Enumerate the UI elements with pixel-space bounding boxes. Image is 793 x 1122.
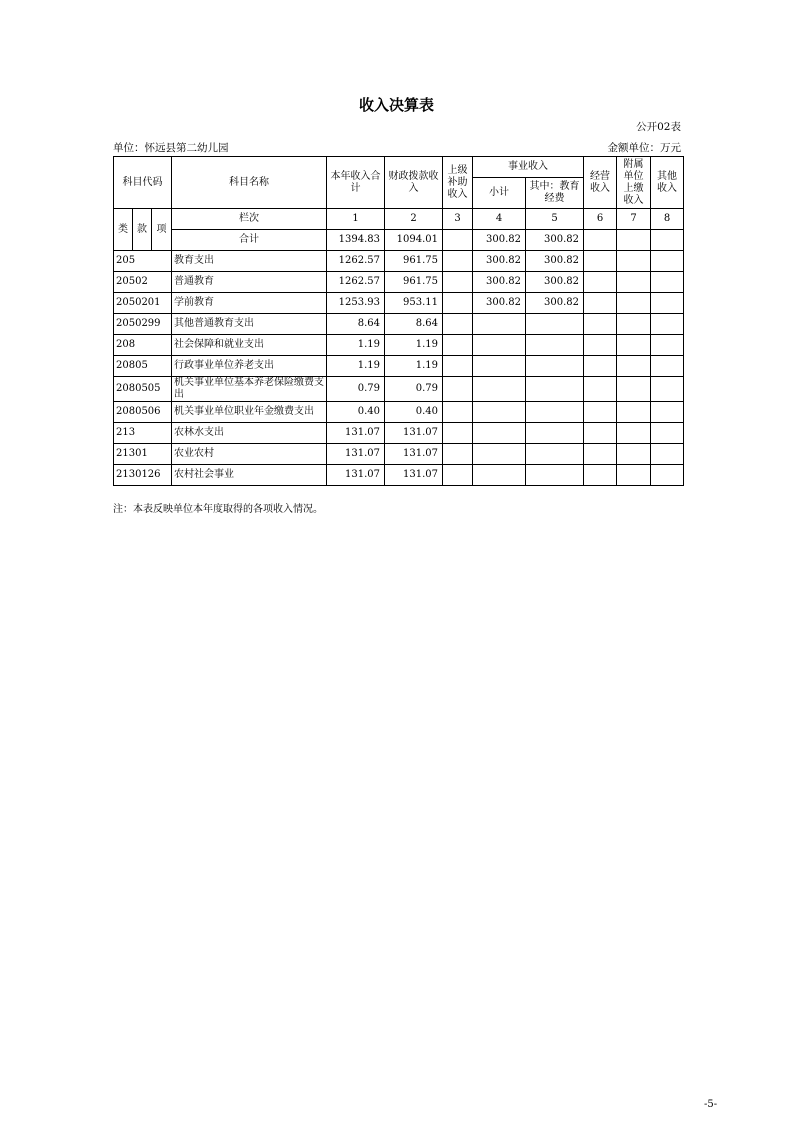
header-name: 科目名称 <box>172 157 327 209</box>
total-other <box>651 230 684 251</box>
form-number: 公开02表 <box>636 121 681 133</box>
row-affiliated <box>617 356 651 377</box>
row-total: 131.07 <box>327 465 385 486</box>
row-affiliated <box>617 402 651 423</box>
row-code: 205 <box>114 251 172 272</box>
table-row <box>114 293 684 314</box>
row-affiliated <box>617 423 651 444</box>
row-total: 1262.57 <box>327 251 385 272</box>
row-other <box>651 272 684 293</box>
row-total: 8.64 <box>327 314 385 335</box>
header-subtotal: 小计 <box>473 178 526 209</box>
row-superior <box>443 335 473 356</box>
row-name: 普通教育 <box>172 272 327 293</box>
row-fiscal: 131.07 <box>385 444 443 465</box>
row-name: 教育支出 <box>172 251 327 272</box>
col-number: 8 <box>651 209 684 230</box>
row-other <box>651 423 684 444</box>
row-education <box>526 356 584 377</box>
table-row <box>114 335 684 356</box>
row-name: 行政事业单位养老支出 <box>172 356 327 377</box>
row-name: 社会保障和就业支出 <box>172 335 327 356</box>
row-fiscal: 8.64 <box>385 314 443 335</box>
row-fiscal: 961.75 <box>385 272 443 293</box>
total-operating <box>584 230 617 251</box>
row-education <box>526 402 584 423</box>
col-number: 7 <box>617 209 651 230</box>
row-subtotal <box>473 335 526 356</box>
row-subtotal <box>473 444 526 465</box>
col-number: 1 <box>327 209 385 230</box>
col-number: 6 <box>584 209 617 230</box>
row-name: 农村社会事业 <box>172 465 327 486</box>
row-total: 0.79 <box>327 377 385 402</box>
table-row <box>114 402 684 423</box>
row-superior <box>443 356 473 377</box>
total-superior <box>443 230 473 251</box>
row-total: 1.19 <box>327 356 385 377</box>
page-title: 收入决算表 <box>358 96 434 114</box>
row-code: 208 <box>114 335 172 356</box>
row-operating <box>584 251 617 272</box>
header-superior: 上级补助收入 <box>443 157 473 209</box>
row-education <box>526 335 584 356</box>
row-education: 300.82 <box>526 272 584 293</box>
total-amount: 1394.83 <box>327 230 385 251</box>
row-code: 2130126 <box>114 465 172 486</box>
header-affiliated: 附属单位上缴收入 <box>617 157 651 209</box>
table-row <box>114 444 684 465</box>
row-superior <box>443 402 473 423</box>
row-fiscal: 1.19 <box>385 335 443 356</box>
row-other <box>651 377 684 402</box>
total-subtotal: 300.82 <box>473 230 526 251</box>
row-subtotal: 300.82 <box>473 272 526 293</box>
unit-label: 单位：怀远县第二幼儿园 <box>113 142 229 154</box>
row-education <box>526 465 584 486</box>
row-other <box>651 314 684 335</box>
table-row <box>114 314 684 335</box>
total-row <box>114 230 684 251</box>
row-affiliated <box>617 335 651 356</box>
row-subtotal <box>473 423 526 444</box>
row-other <box>651 402 684 423</box>
row-superior <box>443 444 473 465</box>
row-code: 21301 <box>114 444 172 465</box>
row-education <box>526 444 584 465</box>
row-fiscal: 961.75 <box>385 251 443 272</box>
header-business: 事业收入 <box>473 157 584 178</box>
total-affiliated <box>617 230 651 251</box>
row-subtotal <box>473 356 526 377</box>
header-total: 本年收入合计 <box>327 157 385 209</box>
header-operating: 经营收入 <box>584 157 617 209</box>
row-total: 131.07 <box>327 423 385 444</box>
row-affiliated <box>617 293 651 314</box>
row-name: 学前教育 <box>172 293 327 314</box>
row-superior <box>443 314 473 335</box>
row-other <box>651 444 684 465</box>
table-row <box>114 377 684 402</box>
table-row <box>114 423 684 444</box>
header-other: 其他收入 <box>651 157 684 209</box>
row-subtotal <box>473 402 526 423</box>
row-operating <box>584 272 617 293</box>
row-other <box>651 465 684 486</box>
row-affiliated <box>617 377 651 402</box>
row-code: 2050299 <box>114 314 172 335</box>
row-fiscal: 0.79 <box>385 377 443 402</box>
page-number: -5- <box>704 1099 718 1110</box>
row-affiliated <box>617 465 651 486</box>
row-operating <box>584 402 617 423</box>
row-superior <box>443 251 473 272</box>
row-subtotal <box>473 465 526 486</box>
header-kuan: 款 <box>133 209 152 251</box>
row-fiscal: 953.11 <box>385 293 443 314</box>
col-number: 5 <box>526 209 584 230</box>
row-name: 机关事业单位基本养老保险缴费支出 <box>172 377 327 402</box>
row-education: 300.82 <box>526 251 584 272</box>
row-education: 300.82 <box>526 293 584 314</box>
row-superior <box>443 272 473 293</box>
total-education: 300.82 <box>526 230 584 251</box>
row-code: 2080506 <box>114 402 172 423</box>
row-code: 2080505 <box>114 377 172 402</box>
row-operating <box>584 377 617 402</box>
amount-unit-label: 金额单位：万元 <box>607 142 681 154</box>
row-operating <box>584 444 617 465</box>
total-fiscal: 1094.01 <box>385 230 443 251</box>
row-affiliated <box>617 444 651 465</box>
row-fiscal: 131.07 <box>385 423 443 444</box>
row-name: 农林水支出 <box>172 423 327 444</box>
row-fiscal: 131.07 <box>385 465 443 486</box>
row-affiliated <box>617 314 651 335</box>
row-operating <box>584 356 617 377</box>
row-operating <box>584 293 617 314</box>
row-total: 1262.57 <box>327 272 385 293</box>
row-name: 其他普通教育支出 <box>172 314 327 335</box>
header-code: 科目代码 <box>114 157 172 209</box>
row-name: 农业农村 <box>172 444 327 465</box>
row-other <box>651 293 684 314</box>
row-superior <box>443 423 473 444</box>
row-education <box>526 314 584 335</box>
table-row <box>114 251 684 272</box>
header-xiang: 项 <box>152 209 172 251</box>
table-row <box>114 356 684 377</box>
row-operating <box>584 423 617 444</box>
header-lei: 类 <box>114 209 133 251</box>
row-superior <box>443 377 473 402</box>
total-label: 合计 <box>172 230 327 251</box>
row-total: 1253.93 <box>327 293 385 314</box>
row-other <box>651 335 684 356</box>
row-total: 131.07 <box>327 444 385 465</box>
row-education <box>526 377 584 402</box>
row-other <box>651 251 684 272</box>
row-affiliated <box>617 251 651 272</box>
table-row <box>114 465 684 486</box>
row-superior <box>443 293 473 314</box>
row-subtotal <box>473 377 526 402</box>
row-code: 2050201 <box>114 293 172 314</box>
row-code: 20502 <box>114 272 172 293</box>
header-education: 其中：教育经费 <box>526 178 584 209</box>
row-fiscal: 1.19 <box>385 356 443 377</box>
row-affiliated <box>617 272 651 293</box>
row-operating <box>584 465 617 486</box>
table-row <box>114 272 684 293</box>
col-number: 3 <box>443 209 473 230</box>
header-column-seq: 栏次 <box>172 209 327 230</box>
row-education <box>526 423 584 444</box>
row-fiscal: 0.40 <box>385 402 443 423</box>
col-number: 2 <box>385 209 443 230</box>
row-superior <box>443 465 473 486</box>
row-subtotal <box>473 314 526 335</box>
row-total: 1.19 <box>327 335 385 356</box>
row-operating <box>584 335 617 356</box>
row-subtotal: 300.82 <box>473 251 526 272</box>
row-code: 20805 <box>114 356 172 377</box>
row-code: 213 <box>114 423 172 444</box>
header-fiscal: 财政拨款收入 <box>385 157 443 209</box>
row-subtotal: 300.82 <box>473 293 526 314</box>
income-table <box>113 156 684 486</box>
col-number: 4 <box>473 209 526 230</box>
row-name: 机关事业单位职业年金缴费支出 <box>172 402 327 423</box>
row-operating <box>584 314 617 335</box>
table-note: 注：本表反映单位本年度取得的各项收入情况。 <box>113 504 323 515</box>
row-total: 0.40 <box>327 402 385 423</box>
row-other <box>651 356 684 377</box>
